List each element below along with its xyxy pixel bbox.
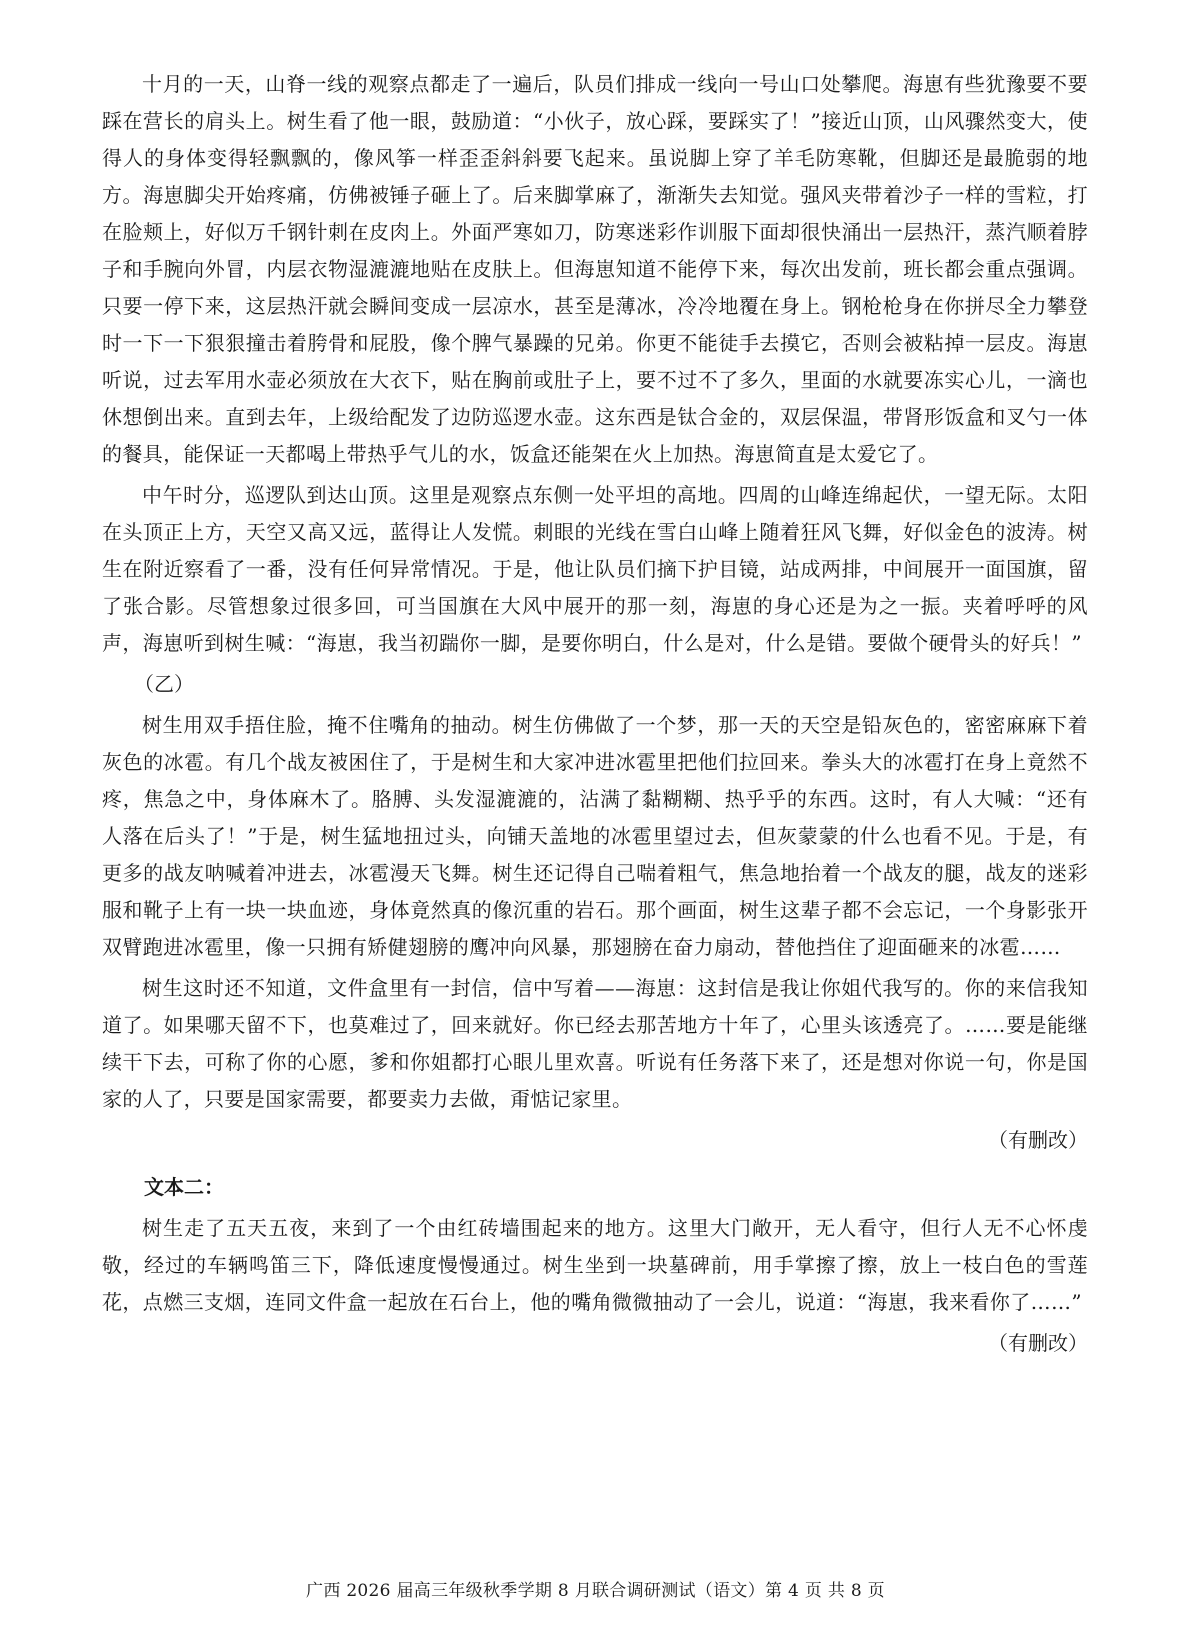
document-body <box>102 66 1088 1362</box>
paragraph-yi-1: 树生用双手捂住脸，掩不住嘴角的抽动。树生仿佛做了一个梦，那一天的天空是铅灰色的，密密麻麻下着灰色的冰雹。有几个战友被困住了，于是树生和大家冲进冰雹里把他们拉回来。拳头大的冰雹打在身上竟然不疼，焦急之中，身体麻木了。胳膊、头发湿漉漉的，沾满了黏糊糊、热乎乎的东西。这时，有人大喊：“还有人落在后头了！”于是，树生猛地扭过头，向铺天盖地的冰雹里望过去，但灰蒙蒙的什么也看不见。于是，有更多的战友呐喊着冲进去，冰雹漫天飞舞。树生还记得自己喘着粗气，焦急地抬着一个战友的腿，战友的迷彩服和靴子上有一块一块血迹，身体竟然真的像沉重的岩石。那个画面，树生这辈子都不会忘记，一个身影张开双臂跑进冰雹里，像一只拥有矫健翅膀的鹰冲向风暴，那翅膀在奋力扇动，替他挡住了迎面砸来的冰雹…… <box>102 713 1088 959</box>
paragraph-jia-2: 中午时分，巡逻队到达山顶。这里是观察点东侧一处平坦的高地。四周的山峰连绵起伏，一望无际。太阳在头顶正上方，天空又高又远，蓝得让人发慌。刺眼的光线在雪白山峰上随着狂风飞舞，好似金色的波涛。树生在附近察看了一番，没有任何异常情况。于是，他让队员们摘下护目镜，站成两排，中间展开一面国旗，留了张合影。尽管想象过很多回，可当国旗在大风中展开的那一刻，海崽的身心还是为之一振。夹着呼呼的风声，海崽听到树生喊：“海崽，我当初踹你一脚，是要你明白，什么是对，什么是错。要做个硬骨头的好兵！” <box>102 483 1088 655</box>
attribution-note-2: （有删改） <box>988 1331 1088 1355</box>
attribution-note: （有删改） <box>988 1128 1088 1152</box>
page-footer: 广西 2026 届高三年级秋季学期 8 月联合调研测试（语文）第 4 页 共 8 页 <box>306 1581 885 1601</box>
paragraph-yi-2: 树生这时还不知道，文件盒里有一封信，信中写着——海崽：这封信是我让你姐代我写的。你的来信我知道了。如果哪天留不下，也莫难过了，回来就好。你已经去那苦地方十年了，心里头该透亮了。……要是能继续干下去，可称了你的心愿，爹和你姐都打心眼儿里欢喜。听说有任务落下来了，还是想对你说一句，你是国家的人了，只要是国家需要，都要卖力去做，甭惦记家里。 <box>102 976 1088 1111</box>
section-label-yi: （乙） <box>134 672 194 696</box>
text-two-heading: 文本二： <box>144 1175 224 1199</box>
paragraph-text-two: 树生走了五天五夜，来到了一个由红砖墙围起来的地方。这里大门敞开，无人看守，但行人无不心怀虔敬，经过的车辆鸣笛三下，降低速度慢慢通过。树生坐到一块墓碑前，用手掌擦了擦，放上一枝白色的雪莲花，点燃三支烟，连同文件盒一起放在石台上，他的嘴角微微抽动了一会儿，说道：“海崽，我来看你了……” <box>102 1216 1088 1314</box>
paragraph-jia-1: 十月的一天，山脊一线的观察点都走了一遍后，队员们排成一线向一号山口处攀爬。海崽有些犹豫要不要踩在营长的肩头上。树生看了他一眼，鼓励道：“小伙子，放心踩，要踩实了！”接近山顶，山风骤然变大，使得人的身体变得轻飘飘的，像风筝一样歪歪斜斜要飞起来。虽说脚上穿了羊毛防寒靴，但脚还是最脆弱的地方。海崽脚尖开始疼痛，仿佛被锤子砸上了。后来脚掌麻了，渐渐失去知觉。强风夹带着沙子一样的雪粒，打在脸颊上，好似万千钢针刺在皮肉上。外面严寒如刀，防寒迷彩作训服下面却很快涌出一层热汗，蒸汽顺着脖子和手腕向外冒，内层衣物湿漉漉地贴在皮肤上。但海崽知道不能停下来，每次出发前，班长都会重点强调。只要一停下来，这层热汗就会瞬间变成一层凉水，甚至是薄冰，冷冷地覆在身上。钢枪枪身在你拼尽全力攀登时一下一下狠狠撞击着胯骨和屁股，像个脾气暴躁的兄弟。你更不能徒手去摸它，否则会被粘掉一层皮。海崽听说，过去军用水壶必须放在大衣下，贴在胸前或肚子上，要不过不了多久，里面的水就要冻实心儿，一滴也休想倒出来。直到去年，上级给配发了边防巡逻水壶。这东西是钛合金的，双层保温，带肾形饭盒和叉勺一体的餐具，能保证一天都喝上带热乎气儿的水，饭盒还能架在火上加热。海崽简直是太爱它了。 <box>102 72 1088 466</box>
